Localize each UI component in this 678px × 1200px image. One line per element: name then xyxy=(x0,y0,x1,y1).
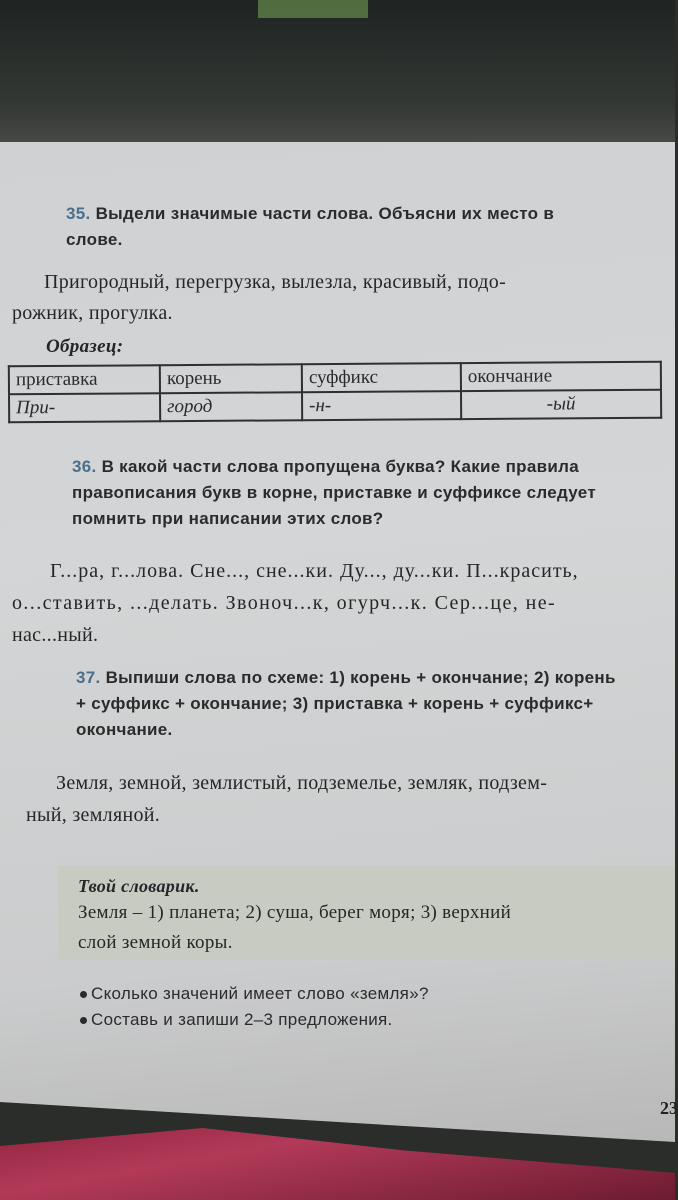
task-35-instruction-line1: Выдели значимые части слова. Объясни их место в xyxy=(95,204,555,223)
task-36-words-line1: Г...ра, г...лова. Сне..., сне...ки. Ду..., ду...ки. П...красить, xyxy=(50,560,579,582)
sample-label: Образец: xyxy=(46,336,124,357)
task-36-instruction xyxy=(72,457,579,477)
background-green-object xyxy=(258,0,368,18)
task-36-instruction-line2: правописания букв в корне, приставке и суффиксе следует xyxy=(72,483,596,502)
table-cell: -ый xyxy=(461,390,661,419)
task-37-words-line1: Земля, земной, землистый, подземелье, земляк, подзем- xyxy=(56,772,548,794)
page-number: 23 xyxy=(660,1098,678,1118)
dictionary-title: Твой словарик. xyxy=(78,876,200,896)
bullet-icon xyxy=(80,1017,87,1024)
task-37-number: 37. xyxy=(76,668,101,687)
task-35-instruction xyxy=(66,204,554,224)
question-item xyxy=(80,984,429,1004)
table-cell: При- xyxy=(9,393,160,422)
background-dark-area xyxy=(0,0,675,150)
task-35-words-line2: рожник, прогулка. xyxy=(12,302,173,324)
task-37-instruction xyxy=(76,668,616,688)
table-header-row xyxy=(9,362,661,395)
task-37-words-line2: ный, земляной. xyxy=(26,804,161,826)
task-37-instruction-line2: + суффикс + окончание; 3) приставка + корень + суффикс+ xyxy=(76,694,594,713)
question-text: Составь и запиши 2–3 предложения. xyxy=(91,1010,393,1029)
bullet-icon xyxy=(80,991,87,998)
dictionary-line2: слой земной коры. xyxy=(78,932,233,953)
table-header-cell: окончание xyxy=(461,362,661,391)
task-35-number: 35. xyxy=(66,204,91,223)
morpheme-table xyxy=(8,361,662,424)
table-header-cell: суффикс xyxy=(302,363,461,392)
task-37-instruction-line1: Выпиши слова по схеме: 1) корень + окончание; 2) корень xyxy=(105,668,616,687)
task-36-words-line3: нас...ный. xyxy=(12,624,99,646)
task-35-instruction-line2: слове. xyxy=(66,230,123,249)
table-row xyxy=(9,390,661,423)
task-36-instruction-line1: В какой части слова пропущена буква? Какие правила xyxy=(101,457,579,476)
table-cell: город xyxy=(160,392,302,421)
task-35-words-line1: Пригородный, перегрузка, вылезла, красивый, подо- xyxy=(44,271,507,293)
task-37-instruction-line3: окончание. xyxy=(76,720,173,739)
question-item xyxy=(80,1010,393,1030)
task-36-instruction-line3: помнить при написании этих слов? xyxy=(72,509,384,528)
table-header-cell: корень xyxy=(160,364,302,393)
task-36-number: 36. xyxy=(72,457,97,476)
question-text: Сколько значений имеет слово «земля»? xyxy=(91,984,429,1003)
task-36-words-line2: о...ставить, ...делать. Звоноч...к, огурч...к. Сер...це, не- xyxy=(12,592,557,614)
table-cell: -н- xyxy=(302,391,461,420)
dictionary-line1: Земля – 1) планета; 2) суша, берег моря; 3) верхний xyxy=(78,902,512,923)
table-header-cell: приставка xyxy=(9,365,160,394)
